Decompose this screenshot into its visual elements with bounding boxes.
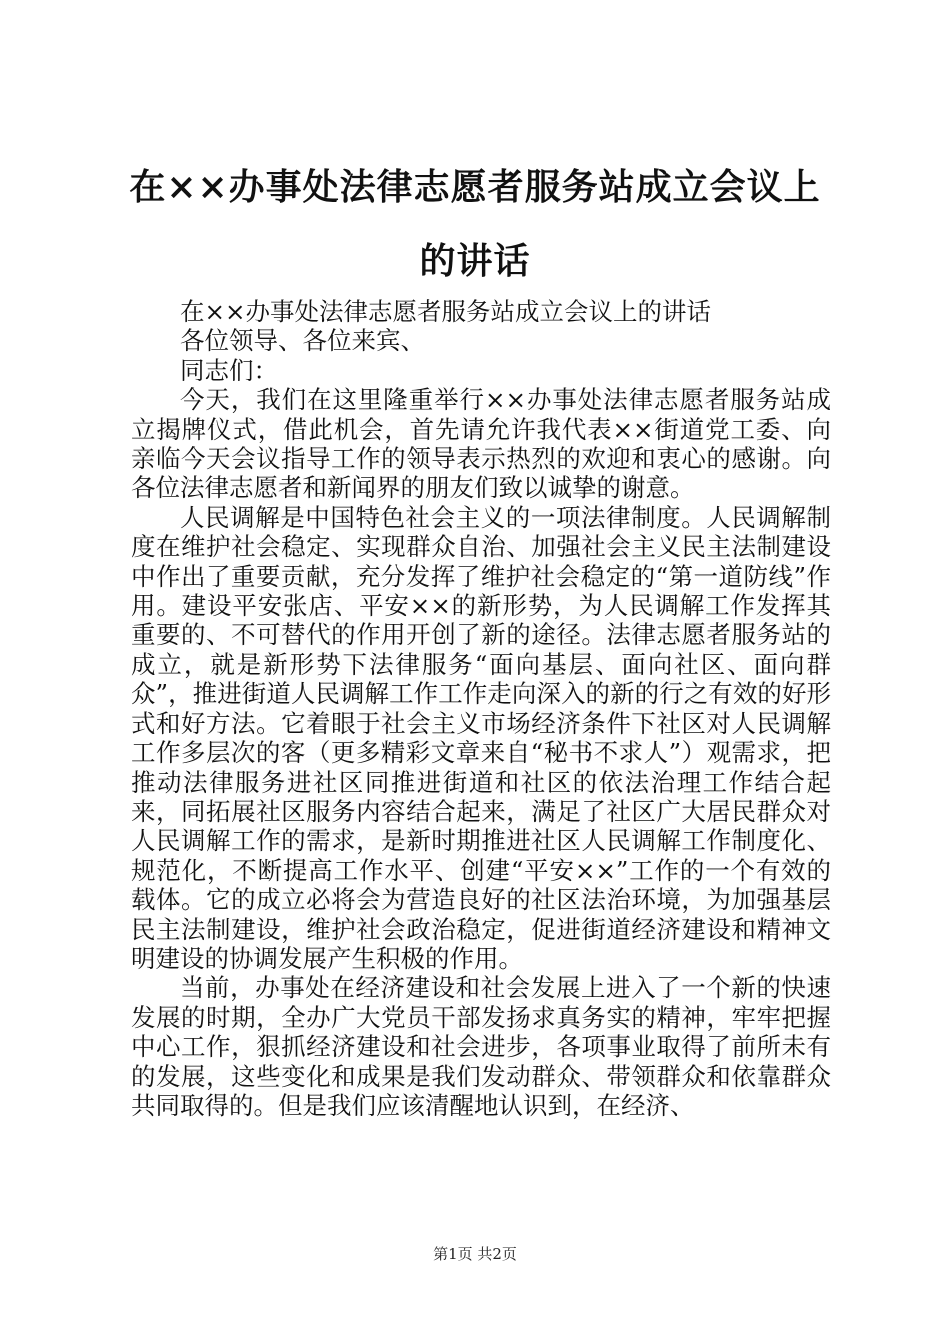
document-title: 在××办事处法律志愿者服务站成立会议上的讲话	[129, 166, 821, 282]
subtitle-line: 在××办事处法律志愿者服务站成立会议上的讲话	[180, 297, 712, 326]
body-paragraph: 当前，办事处在经济建设和社会发展上进入了一个新的快速发展的时期，全办广大党员干部发扬求真务实的精神，牢牢把握中心工作，狠抓经济建设和社会进步，各项事业取得了前所未有的发展，这些变化和成果是我们发动群众、带领群众和依靠群众共同取得的。但是我们应该清醒地认识到，在经济、	[131, 973, 831, 1120]
salutation-line: 同志们：	[180, 355, 278, 385]
document-body	[131, 297, 831, 1120]
salutation-line: 各位领导、各位来宾、	[180, 326, 425, 356]
body-paragraph: 今天，我们在这里隆重举行××办事处法律志愿者服务站成立揭牌仪式，借此机会，首先请允许我代表××街道党工委、向亲临今天会议指导工作的领导表示热烈的欢迎和衷心的感谢。向各位法律志愿者和新闻界的朋友们致以诚挚的谢意。	[131, 385, 831, 503]
page-number-footer: 第1页 共2页	[433, 1245, 517, 1263]
body-paragraph: 人民调解是中国特色社会主义的一项法律制度。人民调解制度在维护社会稳定、实现群众自治、加强社会主义民主法制建设中作出了重要贡献，充分发挥了维护社会稳定的“第一道防线”作用。建设平安张店、平安××的新形势，为人民调解工作发挥其重要的、不可替代的作用开创了新的途径。法律志愿者服务站的成立，就是新形势下法律服务“面向基层、面向社区、面向群众”，推进街道人民调解工作工作走向深入的新的行之有效的好形式和好方法。它着眼于社会主义市场经济条件下社区对人民调解工作多层次的客（更多精彩文章来自“秘书不求人”）观需求，把推动法律服务进社区同推进街道和社区的依法治理工作结合起来，同拓展社区服务内容结合起来，满足了社区广大居民群众对人民调解工作的需求，是新时期推进社区人民调解工作制度化、规范化，不断提高工作水平、创建“平安××”工作的一个有效的载体。它的成立必将会为营造良好的社区法治环境，为加强基层民主法制建设，维护社会政治稳定，促进街道经济建设和精神文明建设的协调发展产生积极的作用。	[131, 502, 831, 973]
